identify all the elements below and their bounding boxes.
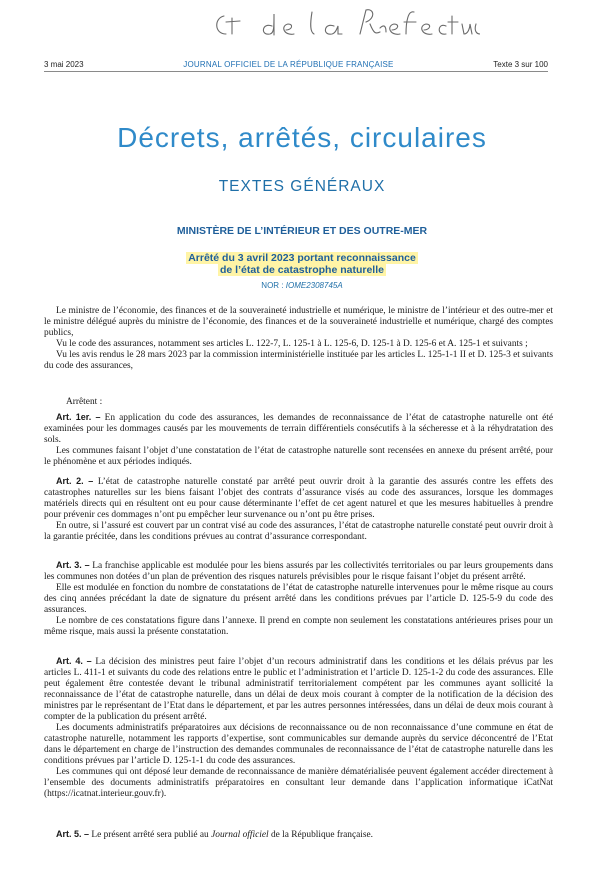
article-4 [44,656,553,800]
article-paragraph: Les communes faisant l’objet d’une constatation de l’état de catastrophe naturelle sont recensées en annexe du présent arrêté, pour le phénomène et aux périodes indiqués. [44,446,553,467]
article-paragraph [44,829,553,841]
article-paragraph [44,412,553,446]
article-paragraph: Le nombre de ces constatations figure dans l’annexe. Il prend en compte non seulement les constatations antérieures prises pour un même risque, mais aussi la présente constatation. [44,616,553,637]
article-text: L’état de catastrophe naturelle constaté par arrêté peut ouvrir droit à la garantie des assurés contre les effets des catastrophes naturelles sur les biens faisant l’objet des contrats d’assurance visés au code des assurances, lorsque les dommages matériels directs qui en résultent ont eu pour cause déterminante l’effet de cet agent naturel et que les mesures habituelles à prendre pour prévenir ces dommages n’ont pu empêcher leur survenance ou n’ont pu être prises. [44,477,553,520]
article-paragraph: Les documents administratifs préparatoires aux décisions de reconnaissance ou de non reconnaissance d’une commune en état de catastrophe naturelle, notamment les rapports d’expertise, sont communicables sur demande auprès du service déconcentré de l’Etat dans le département en charge de l’instruction des demandes communales de reconnaissance de l’état de catastrophe naturelle dans les conditions prévues par l’article D. 125-1-1 du code des assurances. [44,723,553,766]
header-date: 3 mai 2023 [44,60,84,69]
section-subtitle: TEXTES GÉNÉRAUX [218,178,386,195]
article-paragraph [44,656,553,723]
article-paragraph: Les communes qui ont déposé leur demande de reconnaissance de manière dématérialisée peuvent également accéder directement à l’ensemble des documents administratifs préparatoires en consultant leur demande dans l’application informatique iCatNat (https://icatnat.interieur.gouv.fr). [44,767,553,799]
ministry-heading: MINISTÈRE DE L’INTÉRIEUR ET DES OUTRE-MER [176,225,428,237]
arretent: Arrêtent : [66,397,103,407]
page-title: Décrets, arrêtés, circulaires [117,122,487,153]
article-paragraph: Elle est modulée en fonction du nombre de constatations de l’état de catastrophe naturelle intervenues pour le même risque au cours des cinq années précédant la date de signature du présent arrêté dans les conditions prévues par l’article D. 125-5-9 du code des assurances. [44,583,553,615]
page-header [44,60,548,69]
arrete-title-line-2: de l’état de catastrophe naturelle [220,264,384,276]
article-text: En application du code des assurances, les demandes de reconnaissance de l’état de catastrophe naturelle ont été examinées pour les dommages causés par les mouvements de terrain différentiels consécutifs à la sécheresse et à la réhydratation des sols. [44,413,553,445]
article-text: La franchise applicable est modulée pour les biens assurés par les collectivités territoriales ou par leurs groupements dans les communes non dotées d’un plan de prévention des risques naturels prévisibles pour le risque faisant l’objet du présent arrêté. [44,561,553,582]
article-label: Art. 1er. – [56,412,101,422]
arretent-line [44,397,553,408]
article-label: Art. 5. – [56,829,90,839]
article-1 [44,412,553,468]
arrete-title-line-1: Arrêté du 3 avril 2023 portant reconnaissance [188,252,416,264]
article-2 [44,476,553,543]
preamble-paragraph: Vu le code des assurances, notamment ses articles L. 122-7, L. 125-1 à L. 125-6, D. 125-1 à D. 125-6 et A. 125-1 et suivants ; [56,339,528,349]
nor-reference [0,281,604,290]
preamble-paragraph: Vu les avis rendus le 28 mars 2023 par la commission interministérielle instituée par les articles L. 125-1-1 II et D. 125-3 et suivants du code des assurances, [44,350,553,371]
article-paragraph [44,560,553,583]
nor-label: NOR : [261,281,286,290]
article-3 [44,560,553,638]
article-label: Art. 3. – [56,560,90,570]
arrete-title [0,252,604,276]
article-label: Art. 2. – [56,476,94,486]
article-text: La décision des ministres peut faire l’objet d’un recours administratif dans les conditions et les délais prévus par les articles L. 411-1 et suivants du code des relations entre le public et l’administration et l’article D. 125-1-2 du code des assurances. Elle peut également être contestée devant le tribunal administratif territorialement compétent par les communes ayant sollicité la reconnaissance de l’état de catastrophe naturelle, dans un délai de deux mois courant à compter de la notification de la décision des ministres par le représentant de l’Etat dans le département, et par les autres personnes intéressées, dans un délai de deux mois courant à compter de la publication du présent arrêté. [44,657,553,722]
preamble-paragraph: Le ministre de l’économie, des finances et de la souveraineté industrielle et numérique, le ministre de l’intérieur et des outre-mer et le ministre délégué auprès du ministre de l’économie, des finances et de la souveraineté industrielle et numérique, chargé des comptes publics, [44,306,553,338]
article-paragraph [44,476,553,521]
header-journal: JOURNAL OFFICIEL DE LA RÉPUBLIQUE FRANÇAISE [183,60,394,69]
preamble [44,306,553,372]
article-paragraph: En outre, si l’assuré est couvert par un contrat visé au code des assurances, l’état de catastrophe naturelle constaté peut ouvrir droit à la garantie précitée, dans les conditions prévues au contrat d’assurance correspondant. [44,521,553,542]
article-label: Art. 4. – [56,656,92,666]
handwritten-annotation [210,4,480,44]
journal-name: Journal officiel [211,830,269,840]
article-text: Le présent arrêté sera publié au [91,830,212,840]
header-text-ref: Texte 3 sur 100 [493,60,548,69]
article-5 [44,829,553,841]
header-divider [44,71,548,72]
article-text: de la République française. [268,830,374,840]
nor-code: IOME2308745A [285,281,343,290]
